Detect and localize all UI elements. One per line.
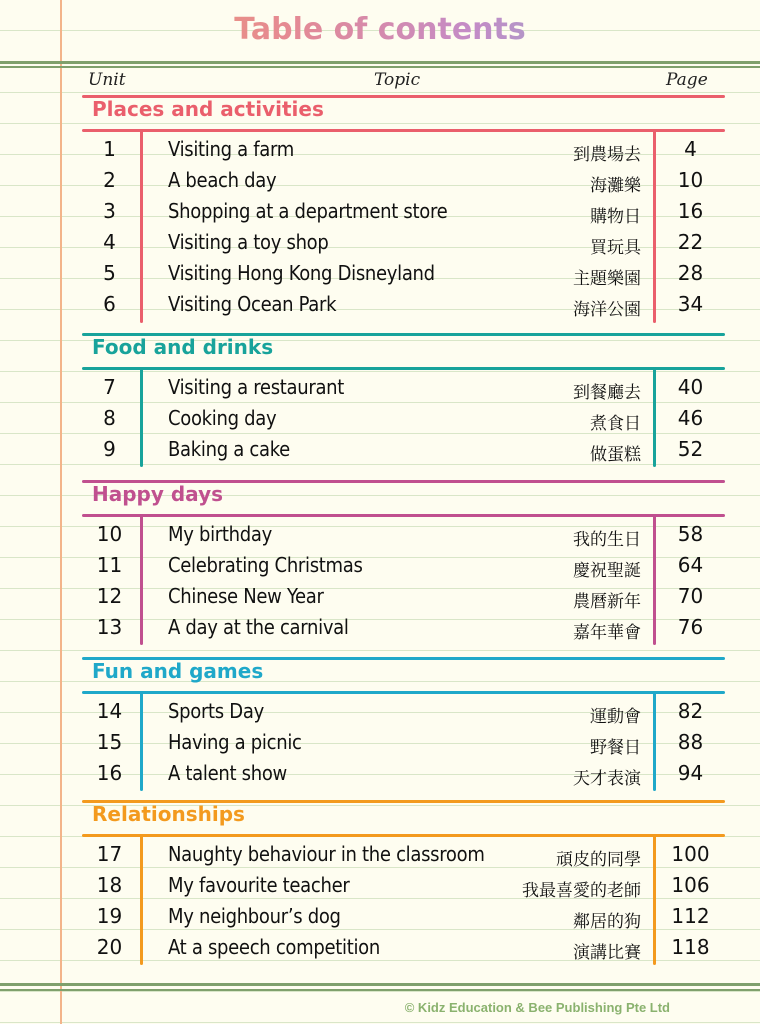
title-rule-thin [0, 66, 760, 68]
section-title: Happy days [92, 482, 224, 506]
section-fun-and-games [82, 657, 725, 793]
page-number: 106 [671, 873, 710, 897]
topic-title: Baking a cake [168, 437, 290, 461]
toc-row[interactable] [82, 166, 725, 197]
topic-title: My neighbour’s dog [168, 904, 341, 928]
page-number: 16 [677, 199, 704, 223]
unit-column-header: Unit [88, 70, 126, 90]
unit-number: 8 [103, 406, 116, 430]
page-number: 10 [677, 168, 704, 192]
page-number: 22 [677, 230, 704, 254]
page-number: 118 [671, 935, 710, 959]
section-title: Food and drinks [92, 335, 274, 359]
section-happy-days [82, 480, 725, 648]
unit-number: 18 [96, 873, 123, 897]
topic-title: A day at the carnival [168, 615, 349, 639]
section-header-rule [82, 834, 725, 837]
toc-row[interactable] [82, 228, 725, 259]
unit-number: 3 [103, 199, 116, 223]
page-number: 88 [677, 730, 704, 754]
chinese-title: 海灘樂 [590, 176, 641, 196]
page-title: Table of contents [0, 12, 760, 47]
topic-title: Visiting a restaurant [168, 375, 345, 399]
page-number: 64 [677, 553, 704, 577]
unit-number: 2 [103, 168, 116, 192]
chinese-title: 運動會 [590, 707, 641, 727]
topic-title: My birthday [168, 522, 272, 546]
section-header-rule [82, 691, 725, 694]
chinese-title: 野餐日 [590, 738, 641, 758]
page-number: 46 [677, 406, 704, 430]
section-header-rule [82, 129, 725, 132]
chinese-title: 海洋公園 [573, 300, 641, 320]
section-title: Places and activities [92, 97, 324, 121]
bottom-rule-thin [0, 989, 760, 991]
topic-title: Having a picnic [168, 730, 302, 754]
unit-number: 20 [96, 935, 123, 959]
page-number: 52 [677, 437, 704, 461]
chinese-title: 到餐廳去 [573, 383, 641, 403]
chinese-title: 到農場去 [573, 145, 641, 165]
title-rule [0, 61, 760, 64]
page-number: 100 [671, 842, 710, 866]
toc-row[interactable] [82, 551, 725, 582]
toc-row[interactable] [82, 197, 725, 228]
unit-number: 12 [96, 584, 123, 608]
page-number: 28 [677, 261, 704, 285]
topic-title: My favourite teacher [168, 873, 350, 897]
page-number: 94 [677, 761, 704, 785]
topic-title: Chinese New Year [168, 584, 324, 608]
toc-row[interactable] [82, 259, 725, 290]
copyright-notice: © Kidz Education & Bee Publishing Pte Ltd [404, 1000, 670, 1015]
page-number: 40 [677, 375, 704, 399]
chinese-title: 我的生日 [573, 530, 641, 550]
unit-number: 6 [103, 292, 116, 316]
unit-number: 1 [103, 137, 116, 161]
toc-row[interactable] [82, 290, 725, 321]
toc-row[interactable] [82, 933, 725, 964]
unit-number: 9 [103, 437, 116, 461]
toc-row[interactable] [82, 135, 725, 166]
topic-title: At a speech competition [168, 935, 380, 959]
toc-row[interactable] [82, 613, 725, 644]
section-title: Fun and games [92, 659, 264, 683]
unit-number: 13 [96, 615, 123, 639]
section-header-rule [82, 367, 725, 370]
bottom-rule [0, 983, 760, 986]
unit-number: 10 [96, 522, 123, 546]
topic-title: Naughty behaviour in the classroom [168, 842, 485, 866]
unit-number: 11 [96, 553, 123, 577]
toc-row[interactable] [82, 871, 725, 902]
toc-row[interactable] [82, 697, 725, 728]
unit-number: 15 [96, 730, 123, 754]
chinese-title: 我最喜愛的老師 [522, 881, 641, 901]
toc-row[interactable] [82, 582, 725, 613]
topic-title: Shopping at a department store [168, 199, 448, 223]
chinese-title: 鄰居的狗 [573, 912, 641, 932]
chinese-title: 頑皮的同學 [556, 850, 641, 870]
page-column-header: Page [666, 70, 708, 90]
topic-column-header: Topic [374, 70, 421, 90]
section-food-and-drinks [82, 333, 725, 469]
chinese-title: 慶祝聖誕 [573, 561, 641, 581]
topic-title: A beach day [168, 168, 277, 192]
unit-number: 7 [103, 375, 116, 399]
page-number: 70 [677, 584, 704, 608]
chinese-title: 演講比賽 [573, 943, 641, 963]
page-number: 112 [671, 904, 710, 928]
topic-title: Visiting a toy shop [168, 230, 329, 254]
section-title: Relationships [92, 802, 245, 826]
topic-title: Celebrating Christmas [168, 553, 363, 577]
topic-title: Visiting a farm [168, 137, 294, 161]
toc-row[interactable] [82, 520, 725, 551]
toc-row[interactable] [82, 373, 725, 404]
unit-number: 5 [103, 261, 116, 285]
toc-row[interactable] [82, 759, 725, 790]
unit-number: 16 [96, 761, 123, 785]
chinese-title: 煮食日 [590, 414, 641, 434]
topic-title: Visiting Ocean Park [168, 292, 337, 316]
toc-row[interactable] [82, 902, 725, 933]
section-header-rule [82, 514, 725, 517]
chinese-title: 天才表演 [573, 769, 641, 789]
page-number: 34 [677, 292, 704, 316]
unit-number: 14 [96, 699, 123, 723]
chinese-title: 主題樂園 [573, 269, 641, 289]
page-number: 4 [684, 137, 697, 161]
page-number: 82 [677, 699, 704, 723]
topic-title: Cooking day [168, 406, 277, 430]
chinese-title: 買玩具 [590, 238, 641, 258]
toc-row[interactable] [82, 840, 725, 871]
toc-row[interactable] [82, 728, 725, 759]
topic-title: Sports Day [168, 699, 264, 723]
chinese-title: 做蛋糕 [590, 445, 641, 465]
topic-title: Visiting Hong Kong Disneyland [168, 261, 435, 285]
topic-title: A talent show [168, 761, 287, 785]
toc-row[interactable] [82, 404, 725, 435]
toc-row[interactable] [82, 435, 725, 466]
section-relationships [82, 800, 725, 968]
unit-number: 17 [96, 842, 123, 866]
chinese-title: 購物日 [590, 207, 641, 227]
chinese-title: 嘉年華會 [573, 623, 641, 643]
unit-number: 4 [103, 230, 116, 254]
page-number: 76 [677, 615, 704, 639]
notebook-margin-line [60, 0, 62, 1024]
unit-number: 19 [96, 904, 123, 928]
page-number: 58 [677, 522, 704, 546]
section-places-and-activities [82, 95, 725, 327]
chinese-title: 農曆新年 [573, 592, 641, 612]
